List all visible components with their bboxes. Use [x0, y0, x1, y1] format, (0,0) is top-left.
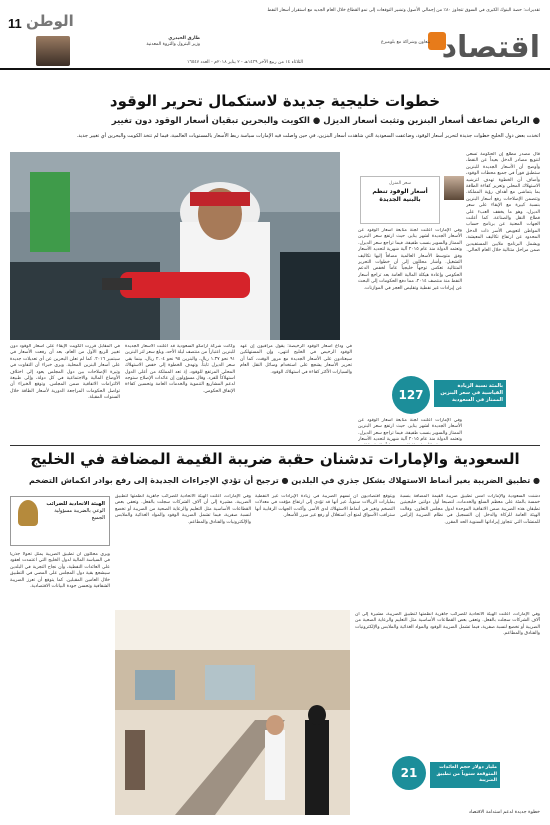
- story1-column-3: في المقابل قررت الكويت الإبقاء على أسعار الوقود دون تغيير للربع الأول من العام، بعد أن رفعت الأسعار في سبتمبر ٢٠١٦. كما لم تعلن البحرين عن أي تعديلات جديدة على أسعار البنزين المحلية. ويرى خبراء أن التفاوت في وتيرة الإصلاحات بين دول المجلس يعود إلى اختلاف الأوضاع المالية والاجتماعية في كل دولة، وإلى طبيعة الالتزامات الاتفاقية ضمن المجلس. وتوقع الخبراء أن تواصل الحكومات المراجعة الدورية لأسعار الطاقة خلال السنوات المقبلة.: [10, 344, 120, 401]
- mall-photo-caption: خطوة جديدة لدعم استدامة الاقتصاد: [468, 810, 540, 815]
- story1-lead: اتخذت بعض دول الخليج خطوات جديدة لتحرير أسعار الوقود، وضاعفت السعودية التي شاهدت أسعار البنزين، في حين واصلت فيه الإمارات سياسة ربط الأسعار بالمستويات العالمية، فيما لم تتخذ الكويت والبحرين أي تغيير جديد.: [76, 133, 540, 139]
- quote-title: أسعار الوقود تنظم بالبنية الجديدة: [372, 188, 428, 203]
- story2-subheads: ● تطبيق الضريبة بغير أنماط الاستهلاك بشكل جذري في البلدين ● ترجيح أن تؤدي الإجراءات الجديدة إلى رفع بوادر انكماش التضخم: [28, 476, 540, 485]
- page-number: 11: [8, 16, 22, 31]
- columnist-title: وزير البترول والثروة المعدنية: [146, 42, 200, 47]
- story1-column-5: في وداع أسعار الوقود الرخيصة: يقول مراقبون إن عهد الوقود الرخيص في الخليج انتهى، وإن المستهلكين سيعتادون على الأسعار الجديدة مع مرور الوقت، كما أن تحرير الأسعار يشجع على استخدام وسائل النقل العام والسيارات الأكثر كفاءة في استهلاك الوقود.: [240, 344, 352, 375]
- quote-person-photo: [444, 176, 464, 200]
- ad-text: الوعي بالضريبة مسؤولية الجميع: [54, 508, 105, 521]
- story1-column-6: وفي الإمارات أعلنت لجنة متابعة أسعار الوقود عن الأسعار الجديدة لشهر يناير، حيث ارتفع سعر البنزين الممتاز والسوبر بنسب طفيفة، فيما تراجع سعر الديزل. وتعتمد الدولة منذ عام ٢٠١٥ آلية شهرية لتحديد الأسعار: [358, 418, 462, 443]
- shopping-mall-photo: [115, 610, 350, 815]
- quote-box: [360, 176, 440, 224]
- stat-badge-127-text: بالمئة نسبة الزيادة القياسية في سعر البنزين الممتاز في السعودية: [434, 380, 506, 407]
- quote-subtitle: سعر المنزل: [388, 181, 412, 186]
- section-title: اقتصاد: [441, 30, 540, 65]
- top-news-lines: تقديرات: حصة البنوك الكبرى في السوق تتجاوز ٨٠٪ من إجمالي الأصول وتشير التوقعات إلى نمو القطاع خلال العام الجديد مع استقرار أسعار النفط: [267, 8, 540, 13]
- uae-emblem-icon: [18, 500, 38, 526]
- story2-column-5: وفي الإمارات، أعلنت الهيئة الاتحادية للضرائب جاهزية أنظمتها لتطبيق الضريبة، مشيرة إلى أن آلاف الشركات سجلت بالفعل. وتعفى بعض القطاعات الأساسية مثل التعليم والرعاية الصحية من الضريبة أو تخضع لنسبة صفرية، فيما تشمل الضريبة الوقود والمواد الغذائية والملابس والإلكترونيات والفنادق والمطاعم.: [355, 612, 540, 637]
- stat-badge-21: 21: [392, 756, 426, 790]
- story2-column-4: ويرى محللون أن تطبيق الضريبة يمثل تحولاً جذرياً في السياسة المالية لدول الخليج التي اعتمدت لعقود على العائدات النفطية، وأن نجاح التجربة في البلدين سيشجع بقية دول المجلس على المضي في التطبيق خلال العامين المقبلين. كما يتوقع أن تعزز الضريبة الشفافية وتحسن جودة البيانات الاقتصادية.: [10, 552, 110, 590]
- columnist-photo: [36, 36, 70, 66]
- story2-headline: السعودية والإمارات تدشنان حقبة ضريبة القيمة المضافة في الخليج: [30, 450, 520, 468]
- fuel-photo-illustration: [10, 152, 340, 340]
- story2-column-3: وفي الإمارات، أعلنت الهيئة الاتحادية للضرائب جاهزية أنظمتها لتطبيق الضريبة، مشيرة إلى أن آلاف الشركات سجلت بالفعل. وتعفى بعض القطاعات الأساسية مثل التعليم والرعاية الصحية من الضريبة أو تخضع لنسبة صفرية، فيما تشمل الضريبة الوقود والمواد الغذائية والملابس والإلكترونيات والفنادق والمطاعم.: [115, 494, 251, 525]
- fuel-station-photo: [10, 152, 340, 340]
- story-divider: [10, 445, 540, 446]
- section-subtitle: بتعاون وشراكة مع بلومبرغ: [381, 40, 430, 45]
- story2-column-1: دشنت السعودية والإمارات أمس تطبيق ضريبة القيمة المضافة بنسبة خمسة بالمئة على معظم السلع والخدمات، لتصبحا أول دولتين خليجيتين تطبقان هذه الضريبة ضمن الاتفاقية الموحدة لدول مجلس التعاون. وقالت الهيئة العامة للزكاة والدخل إن التسجيل في نظام الضريبة إلزامي للمنشآت التي تتجاوز إيراداتها السنوية الحد المقرر.: [400, 494, 540, 525]
- story2-column-2: ويتوقع اقتصاديون أن تسهم الضريبة في زيادة الإيرادات غير النفطية بمليارات الريالات سنوياً، غير أنها قد تؤدي إلى ارتفاع مؤقت في معدلات التضخم وتغير في أنماط الاستهلاك لدى الأسر. وأكدت الجهات الرقابية أنها ستراقب الأسواق لمنع أي استغلال أو رفع غير مبرر للأسعار.: [255, 494, 395, 519]
- story1-column-1: قال مصدر مطلع إن الحكومة تسعى لتنويع مصادر الدخل بعيداً عن النفط، وأوضح أن الأسعار الجديدة للبنزين ستطبق فوراً في جميع محطات الوقود، وأضاف أن الخطوة تهدف لترشيد الاستهلاك المحلي وتعزيز كفاءة الطاقة بما يتماشى مع أهداف رؤية المملكة. وتتضمن الإصلاحات رفع أسعار البنزين بنسبة كبيرة مع الإبقاء على سعر الديزل، وهو ما يخفف العبء على قطاع النقل والصناعة. كما أعلنت الجهات المعنية عن برنامج حساب المواطن لتعويض الأسر ذات الدخل المحدود عن ارتفاع تكاليف المعيشة، ويشمل البرنامج ملايين المستفيدين ضمن مراحل متتالية خلال العام الحالي.: [466, 152, 540, 254]
- date-line: الثلاثاء ١٤ من ربيع الآخر ١٤٣٩هـ - ٢ يناير ٢٠١٨م - العدد ١٦٥٤٧: [187, 60, 303, 65]
- columnist-name: طارق الحيدري: [168, 36, 200, 41]
- ad-title: الهيئة الاتحادية للضرائب: [46, 501, 105, 507]
- story1-column-4: وكانت شركة أرامكو السعودية قد أعلنت الأسعار الجديدة للبنزين اعتباراً من منتصف ليلة الأحد، وبلغ سعر لتر البنزين ٩١ نحو ١.٣٧ ريال، والبنزين ٩٥ نحو ٢.٠٤ ريال، بينما بقي سعر الديزل ثابتاً. وتهدف الخطوة إلى خفض الاستهلاك المحلي المرتفع للوقود، إذ تعد المملكة من أعلى الدول استهلاكاً للفرد. وقال مسؤولون إن عائدات الإصلاح ستوجه لدعم المشاريع التنموية والخدمات العامة وتحسين كفاءة الإنفاق الحكومي.: [125, 344, 235, 394]
- stat-badge-127: 127: [392, 376, 430, 414]
- mall-photo-illustration: [115, 610, 350, 815]
- story1-subheads: ● الرياض تضاعف أسعار البنزين وتثبت أسعار الديزل ● الكويت والبحرين تبقيان أسعار الوقود دون تغيير: [111, 116, 540, 126]
- story1-column-2: وفي الإمارات أعلنت لجنة متابعة أسعار الوقود عن الأسعار الجديدة لشهر يناير، حيث ارتفع سعر البنزين الممتاز والسوبر بنسب طفيفة، فيما تراجع سعر الديزل. وتعتمد الدولة منذ عام ٢٠١٥ آلية شهرية لتحديد الأسعار وفق متوسط الأسعار العالمية مضافاً إليها تكاليف التشغيل. وأشار محللون إلى أن خطوات التحرير المتتالية تعكس توجهاً خليجياً عاماً لخفض الدعم الحكومي وإعادة هيكلة المالية العامة بعد تراجع أسعار النفط منذ منتصف ٢٠١٤، مما دفع الحكومات إلى البحث عن إيرادات غير نفطية وتقليص العجز في الموازنات.: [358, 228, 462, 291]
- paper-name: الوطن: [26, 12, 74, 30]
- story1-headline: خطوات خليجية جديدة لاستكمال تحرير الوقود: [109, 92, 441, 110]
- stat-badge-21-text: مليار دولار حجم العائدات المتوقعة سنوياً من تطبيق الضريبة: [430, 762, 500, 788]
